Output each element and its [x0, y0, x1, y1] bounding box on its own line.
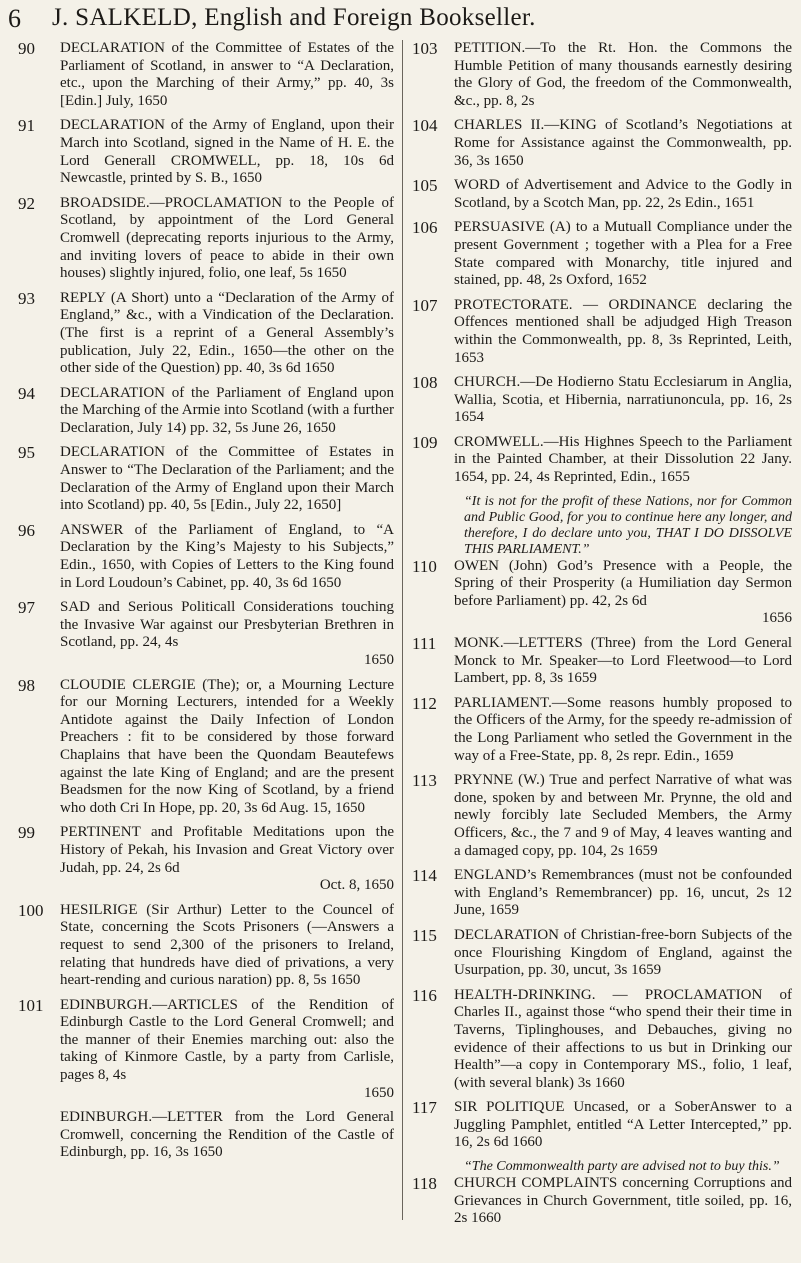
entry-number: 92 [18, 193, 35, 213]
entry-number: 98 [18, 675, 35, 695]
catalogue-entry [18, 385, 394, 438]
entry-number: 100 [18, 900, 44, 920]
entry-number: 99 [18, 823, 35, 843]
catalogue-entry [412, 434, 792, 487]
catalogue-entry [412, 558, 792, 628]
entry-text: CHURCH COMPLAINTS concerning Corruptions and Grievances in Church Government, title soiled, pp. 16, 2s 1660 [454, 1175, 792, 1227]
entry-text: REPLY (A Short) unto a “Declaration of the Army of England,” &c., with a Vindication of the Declaration. (The first is a reprint of a General Assembly’s publication, July 22, Edin., 1650—the other on the other side of the Question) pp. 40, 3s 6d 1650 [60, 289, 394, 377]
catalogue-entry [412, 695, 792, 765]
catalogue-entry [412, 1175, 792, 1228]
entry-text: PERSUASIVE (A) to a Mutuall Compliance under the present Government ; together with a Plea for a Free State compared with Monarchy, title injured and stained, pp. 48, 2s Oxford, 1652 [454, 219, 792, 289]
catalogue-entry [18, 40, 394, 110]
entry-text: DECLARATION of the Committee of Estates in Answer to “The Declaration of the Parliament; and the Declaration of the Army of England upon their March into Scotland) pp. 40, 5s [Edin., July 22, 1650] [60, 444, 394, 514]
entry-text: ANSWER of the Parliament of England, to “A Declaration by the King’s Majesty to his Subjects,” Edin., 1650, with Copies of Letters to the King found in Lord Loudoun’s Cabinet, pp. 40, 3s 6d 1650 [60, 521, 394, 591]
entry-number: 117 [412, 1098, 437, 1118]
entry-date: 1656 [762, 610, 792, 627]
catalogue-entry [412, 987, 792, 1093]
catalogue-entry [18, 1109, 394, 1162]
catalogue-entry [412, 297, 792, 367]
catalogue-entry [18, 902, 394, 990]
entry-text: HESILRIGE (Sir Arthur) Letter to the Councel of State, concerning the Scots Prisoners (—Answers a request to send 2,300 of the prisoners to Ireland, relating that hundreds have died of privations, a very heart-rending and curious naration) pp. 8, 5s 1650 [60, 901, 394, 989]
entry-quote-note: “The Commonwealth party are advised not to buy this.” [464, 1159, 780, 1175]
entry-text: CHARLES II.—KING of Scotland’s Negotiations at Rome for Assistance against the Commonwealth, pp. 36, 3s 1650 [454, 117, 792, 169]
entry-text: WORD of Advertisement and Advice to the Godly in Scotland, by a Scotch Man, pp. 22, 2s Edin., 1651 [454, 177, 792, 211]
entry-date: 1650 [364, 1084, 394, 1101]
catalogue-entry [18, 677, 394, 818]
entry-text: MONK.—LETTERS (Three) from the Lord General Monck to Mr. Speaker—to Lord Fleetwood—to Lord Lambert, pp. 8, 3s 1659 [454, 635, 792, 687]
entry-quote-note: “It is not for the profit of these Nations, nor for Common and Public Good, for you to continue here any longer, and therefore, I do declare unto you, THAT I DO DISSOLVE THIS PARLIAMENT.” [464, 493, 792, 557]
catalogue-entry [18, 824, 394, 894]
entry-number: 118 [412, 1174, 437, 1194]
catalogue-entry [412, 177, 792, 212]
entry-text: EDINBURGH.—LETTER from the Lord General Cromwell, concerning the Rendition of the Castle of Edinburgh, pp. 16, 3s 1650 [60, 1109, 394, 1161]
entry-number: 109 [412, 432, 438, 452]
entry-text: PRYNNE (W.) True and perfect Narrative of what was done, spoken by and between Mr. Prynne, the old and newly forcibly late Secluded Members, the Army Officers, &c., the 7 and 9 of May, 4 leaves wanting and a damaged copy, pp. 104, 2s 1659 [454, 772, 792, 859]
entry-number: 113 [412, 771, 437, 791]
catalogue-entry [412, 1099, 792, 1152]
entry-number: 95 [18, 443, 35, 463]
entry-text: CROMWELL.—His Highnes Speech to the Parliament in the Painted Chamber, at their Dissolution 22 Jany. 1654, pp. 24, 4s Reprinted, Edin., 1655 [454, 433, 792, 486]
catalogue-entry [412, 772, 792, 860]
entry-text: PARLIAMENT.—Some reasons humbly proposed to the Officers of the Army, for the speedy re-admission of the Long Parliament who setled the Government in the way of a Free-State, pp. 8, 2s repr. Edin., 1659 [454, 694, 792, 764]
page-header [0, 4, 801, 38]
catalogue-entry [412, 867, 792, 920]
entry-number: 101 [18, 995, 44, 1015]
entry-number: 106 [412, 218, 438, 238]
entry-date: Oct. 8, 1650 [319, 877, 394, 894]
catalogue-entry [412, 40, 792, 110]
entry-number: 114 [412, 866, 437, 886]
catalogue-entry [18, 117, 394, 187]
entry-number: 104 [412, 116, 438, 136]
entry-number: 111 [412, 634, 437, 654]
entry-number: 108 [412, 373, 438, 393]
entry-number: 112 [412, 693, 437, 713]
entry-number: 94 [18, 383, 35, 403]
entry-number: 110 [412, 556, 437, 576]
entry-text: PETITION.—To the Rt. Hon. the Commons the Humble Petition of many thousands earnestly desiring the Glory of God, the freedom of the Commonwealth, &c., pp. 8, 2s [454, 40, 792, 109]
entry-number: 107 [412, 295, 438, 315]
entry-text: OWEN (John) God’s Presence with a People, the Spring of their Prosperity (a Humiliation day Sermon before Parliament) pp. 42, 2s 6d [454, 557, 792, 609]
catalogue-entry [412, 927, 792, 980]
entry-text: SIR POLITIQUE Uncased, or a SoberAnswer to a Juggling Pamphlet, entitled “A Letter Intercepted,” pp. 16, 2s 6d 1660 [454, 1099, 792, 1151]
entry-number: 97 [18, 598, 35, 618]
entry-number: 91 [18, 116, 35, 136]
catalogue-entry [18, 522, 394, 592]
catalogue-entry [412, 219, 792, 289]
entry-text: DECLARATION of Christian-free-born Subjects of the once Flourishing Kingdom of England, against the Usurpation, pp. 30, uncut, 3s 1659 [454, 926, 792, 979]
catalogue-entry [412, 117, 792, 170]
entry-number: 90 [18, 39, 35, 58]
entry-number: 96 [18, 520, 35, 540]
entry-text: SAD and Serious Politicall Considerations touching the Invasive War against our Presbyterian Brethren in Scotland, pp. 24, 4s [60, 599, 394, 651]
entry-text: PROTECTORATE. — ORDINANCE declaring the Offences mentioned shall be adjudged High Treason within the Commonwealth, pp. 8, 3s Reprinted, Leith, 1653 [454, 296, 792, 366]
entry-text: DECLARATION of the Army of England, upon their March into Scotland, signed in the Name of H. E. the Lord Generall CROMWELL, pp. 18, 10s 6d Newcastle, printed by S. B., 1650 [60, 117, 394, 187]
entry-text: CHURCH.—De Hodierno Statu Ecclesiarum in Anglia, Wallia, Scotia, et Hibernia, narratiunoncula, pp. 16, 2s 1654 [454, 374, 792, 426]
catalogue-entry [18, 997, 394, 1103]
catalogue-entry [412, 374, 792, 427]
entry-number: 105 [412, 176, 438, 196]
entry-date: 1650 [364, 652, 394, 668]
catalogue-entry [412, 635, 792, 688]
column-divider [402, 40, 403, 1220]
entry-text: HEALTH-DRINKING. — PROCLAMATION of Charles II., against those “who spend their their time in Taverns, Tiplinghouses, and Debauches, giving no evidence of their affections to us but in Drinking our Health”—a copy in Contemporary MS., folio, 1 leaf, (with several blank) 3s 1660 [454, 986, 792, 1091]
entry-text: ENGLAND’s Remembrances (must not be confounded with England’s Remembrancer) pp. 16, uncut, 2s 12 June, 1659 [454, 867, 792, 919]
entry-text: PERTINENT and Profitable Meditations upon the History of Pekah, his Invasion and Great Victory over Judah, pp. 24, 2s 6d [60, 824, 394, 876]
catalogue-entry [18, 599, 394, 669]
catalogue-entry [18, 444, 394, 514]
right-column [412, 40, 792, 1235]
entry-text: EDINBURGH.—ARTICLES of the Rendition of Edinburgh Castle to the Lord General Cromwell; and the manner of their Enemies marching out: also the taking of Kinmore Castle, by a party from Carlisle, pages 8, 4s [60, 996, 394, 1084]
entry-number: 116 [412, 985, 437, 1005]
catalogue-entry [18, 290, 394, 378]
entry-number: 93 [18, 288, 35, 308]
entry-text: BROADSIDE.—PROCLAMATION to the People of Scotland, by appointment of the Lord General Cromwell (deprecating reports injurious to the Army, and inviting lovers of peace to abide in their own houses) slightly injured, folio, one leaf, 5s 1650 [60, 194, 394, 282]
page-title: J. SALKELD, English and Foreign Bookseller. [52, 4, 536, 31]
left-column [18, 40, 394, 1169]
page-number: 6 [8, 4, 21, 33]
catalogue-entry [18, 195, 394, 283]
entry-number: 115 [412, 925, 437, 945]
entry-text: CLOUDIE CLERGIE (The); or, a Mourning Lecture for our Morning Lecturers, intended for a Weekly Antidote against the Daily Infection of London Preachers : fit to be considered by those forward Chaplains that have been the Quondam Beautefews against the late King of England; and are the present Beadsmen for the now King of Scotland, by a friend who doth Cri In Hope, pp. 20, 3s 6d Aug. 15, 1650 [60, 676, 394, 816]
entry-text: DECLARATION of the Parliament of England upon the Marching of the Armie into Scotland (with a further Declaration, July 14) pp. 32, 5s June 26, 1650 [60, 384, 394, 436]
entry-number: 103 [412, 39, 438, 58]
entry-text: DECLARATION of the Committee of Estates of the Parliament of Scotland, in answer to “A Declaration, etc., upon the Marching of their Army,” pp. 40, 3s [Edin.] July, 1650 [60, 40, 394, 109]
